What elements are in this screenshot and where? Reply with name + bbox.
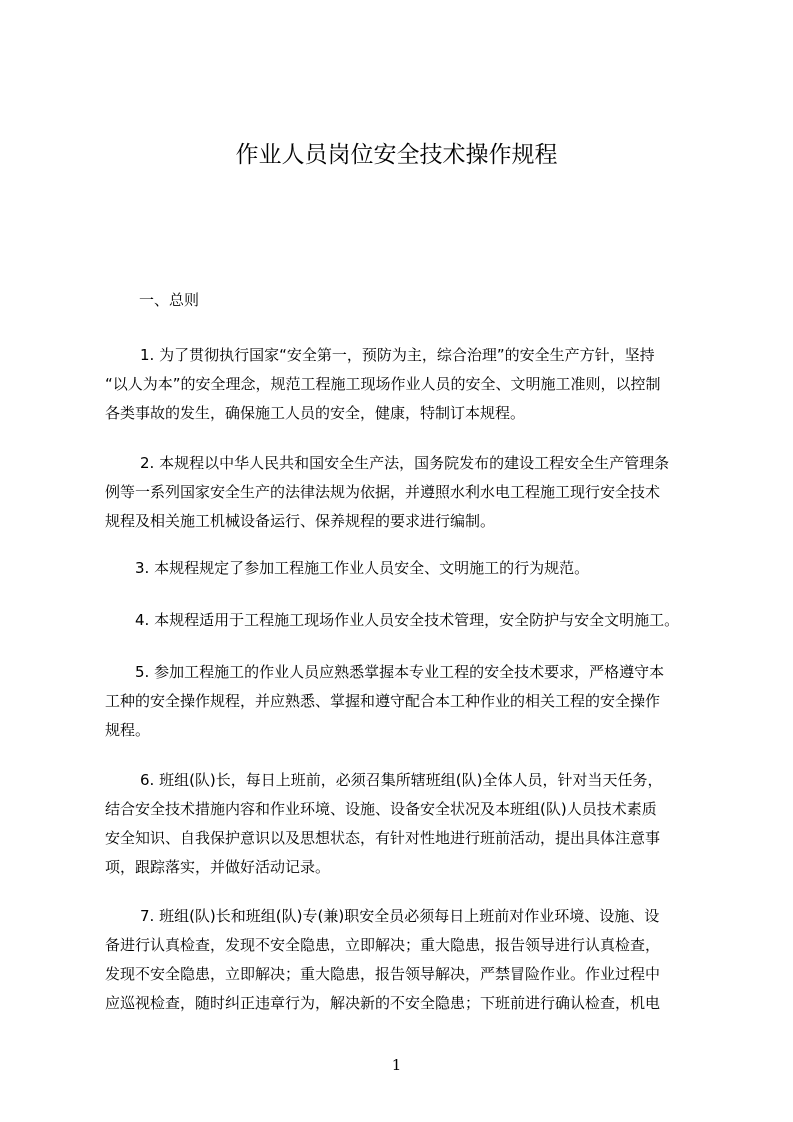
paragraph-line: 2. 本规程以中华人民共和国安全生产法，国务院发布的建设工程安全生产管理条 <box>140 454 670 472</box>
document-title: 作业人员岗位安全技术操作规程 <box>235 142 558 168</box>
paragraph-line: 项，跟踪落实，并做好活动记录。 <box>105 858 331 876</box>
paragraph-line: 5. 参加工程施工的作业人员应熟悉掌握本专业工程的安全技术要求，严格遵守本 <box>135 663 665 681</box>
paragraph-line: 规程及相关施工机械设备运行、保养规程的要求进行编制。 <box>105 512 496 530</box>
paragraph-1 <box>105 341 701 428</box>
paragraph-line: 7. 班组(队)长和班组(队)专(兼)职安全员必须每日上班前对作业环境、设施、设 <box>140 907 660 925</box>
paragraph-line: 6. 班组(队)长，每日上班前，必须召集所辖班组(队)全体人员，针对当天任务， <box>140 771 663 789</box>
paragraph-5 <box>105 658 701 745</box>
section-heading: 一、总则 <box>139 291 200 309</box>
paragraph-line: 4. 本规程适用于工程施工现场作业人员安全技术管理，安全防护与安全文明施工。 <box>135 611 680 629</box>
paragraph-line: 例等一系列国家安全生产的法律法规为依据，并遵照水利水电工程施工现行安全技术 <box>105 483 661 501</box>
paragraph-line: 1. 为了贯彻执行国家“安全第一，预防为主，综合治理”的安全生产方针，坚持 <box>140 346 655 364</box>
page-number: 1 <box>391 1056 402 1074</box>
paragraph-line: 各类事故的发生，确保施工人员的安全，健康，特制订本规程。 <box>105 404 526 422</box>
paragraph-line: 3. 本规程规定了参加工程施工作业人员安全、文明施工的行为规范。 <box>135 559 590 577</box>
paragraph-7 <box>105 902 701 1018</box>
paragraph-line: 应巡视检查，随时纠正违章行为，解决新的不安全隐患；下班前进行确认检查，机电 <box>105 994 661 1012</box>
paragraph-line: 备进行认真检查，发现不安全隐患，立即解决；重大隐患，报告领导进行认真检查， <box>105 936 661 954</box>
paragraph-4 <box>105 606 701 635</box>
paragraph-line: 规程。 <box>105 721 151 739</box>
paragraph-2 <box>105 449 701 536</box>
paragraph-6 <box>105 766 701 882</box>
paragraph-line: 发现不安全隐患，立即解决；重大隐患，报告领导解决，严禁冒险作业。作业过程中 <box>105 965 661 983</box>
paragraph-3 <box>105 554 701 583</box>
paragraph-line: 工种的安全操作规程，并应熟悉、掌握和遵守配合本工种作业的相关工程的安全操作 <box>105 692 661 710</box>
paragraph-line: “以人为本”的安全理念，规范工程施工现场作业人员的安全、文明施工准则，以控制 <box>105 375 661 393</box>
paragraph-line: 结合安全技术措施内容和作业环境、设施、设备安全状况及本班组(队)人员技术素质 <box>105 800 657 818</box>
paragraph-line: 安全知识、自我保护意识以及思想状态，有针对性地进行班前活动，提出具体注意事 <box>105 829 661 847</box>
